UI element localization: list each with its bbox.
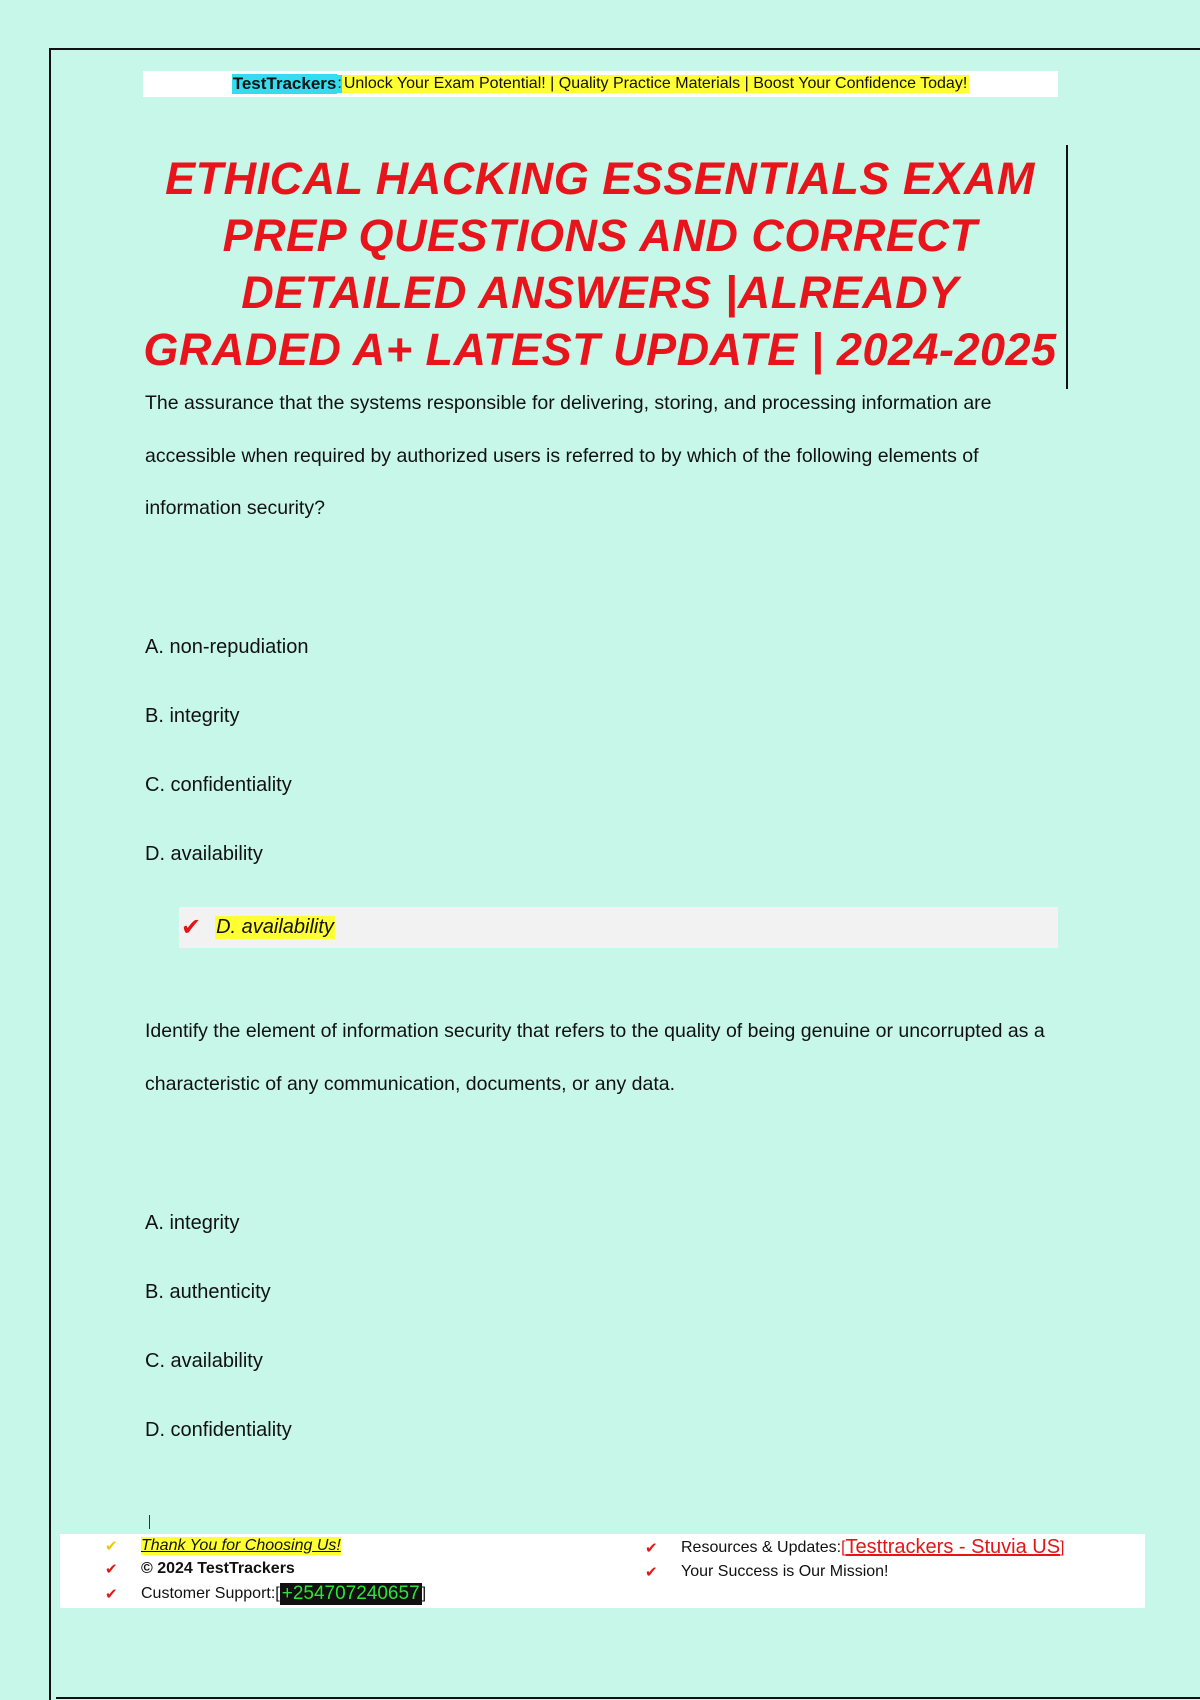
question-2-option-c: C. availability [145,1350,263,1372]
question-1-option-d: D. availability [145,843,263,865]
question-2-option-d: D. confidentiality [145,1419,292,1441]
question-2-option-a: A. integrity [145,1212,240,1234]
header-banner [143,71,1058,97]
question-1-answer-text: D. availability [216,916,334,938]
footer-resources-row [645,1536,1065,1559]
footer-resources-label: Resources & Updates: [681,1538,842,1556]
footer-copyright: © 2024 TestTrackers [141,1560,295,1577]
question-1-text: The assurance that the systems responsible for delivering, storing, and processing information are accessible when required by authorized users is referred to by which of the following elements of information security? [145,392,992,519]
brand-name: TestTrackers [232,74,337,93]
header-tagline: Unlock Your Exam Potential! | Quality Practice Materials | Boost Your Confidence Today! [343,75,968,92]
document-title: ETHICAL HACKING ESSENTIALS EXAM PREP QUESTIONS AND CORRECT DETAILED ANSWERS |ALREADY GRADED A+ LATEST UPDATE | 2024-2025 [143,153,1057,375]
check-icon: ✔ [645,1564,658,1581]
footer-resources-close: ] [1060,1538,1065,1556]
footer-support-row [105,1583,426,1605]
footer-support-open: [ [275,1585,280,1602]
title-rule [1066,145,1068,389]
footer [60,1534,1145,1608]
footer-thanks: Thank You for Choosing Us! [141,1537,341,1554]
footer-mission: Your Success is Our Mission! [681,1563,889,1580]
footer-mission-row [645,1563,888,1581]
check-icon: ✔ [105,1586,118,1603]
footer-copyright-row [105,1560,295,1578]
question-2-text: Identify the element of information security that refers to the quality of being genuine or uncorrupted as a characteristic of any communication, documents, or any data. [145,1020,1045,1095]
footer-resources-link[interactable]: Testtrackers - Stuvia US [845,1536,1061,1558]
text-cursor [149,1515,150,1529]
page-bottom-rule [56,1697,1200,1699]
question-1-answer [179,907,1058,948]
footer-resources-open: [ [841,1538,846,1556]
check-icon: ✔ [645,1539,658,1557]
check-icon: ✔ [181,914,202,941]
question-1-option-b: B. integrity [145,705,240,727]
check-icon: ✔ [105,1538,118,1555]
footer-support-close: ] [421,1585,427,1602]
footer-support-phone[interactable]: +254707240657 [281,1583,420,1604]
question-2-option-b: B. authenticity [145,1281,271,1303]
footer-support-label: Customer Support: [141,1585,276,1602]
question-1-option-a: A. non-repudiation [145,636,309,658]
brand-colon: : [337,75,342,92]
check-icon: ✔ [105,1561,118,1578]
footer-thanks-row [105,1537,341,1555]
question-1-option-c: C. confidentiality [145,774,292,796]
